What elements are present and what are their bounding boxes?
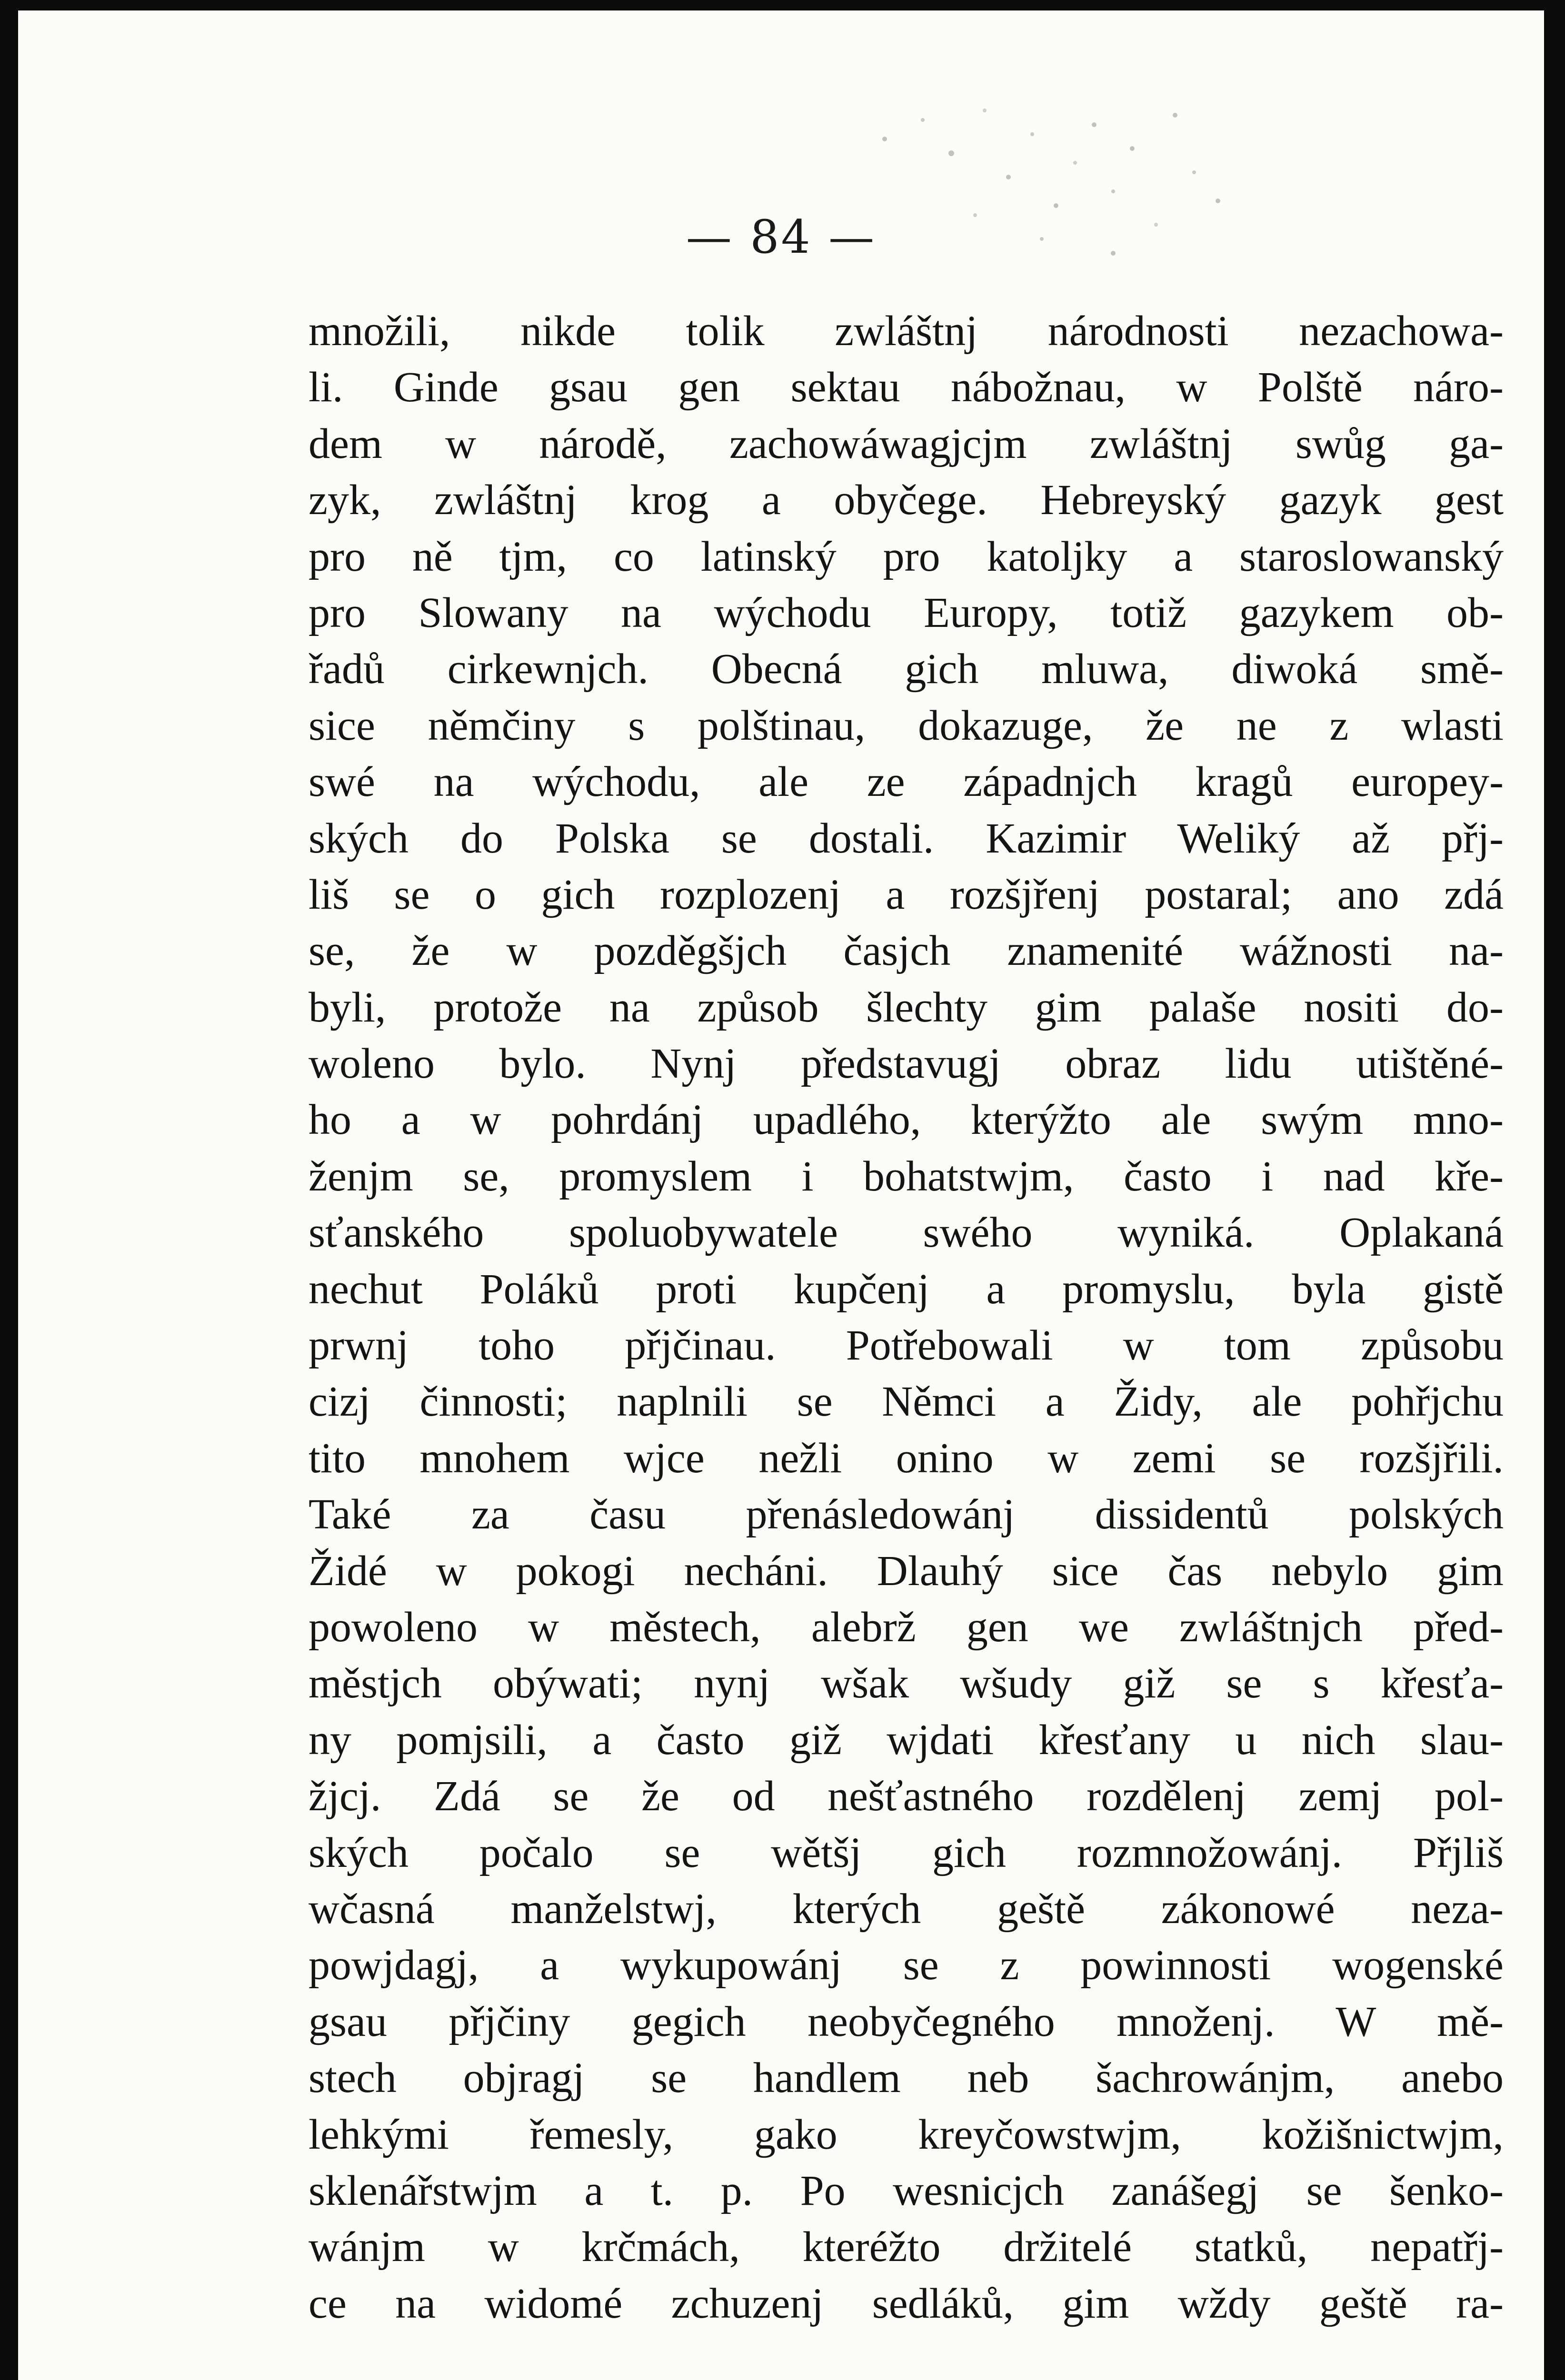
text-line: městjch obýwati; nynj wšak wšudy giž se s křesťa- bbox=[309, 1660, 1504, 1707]
text-line: ny pomjsili, a často giž wjdati křesťany u nich slau- bbox=[309, 1716, 1504, 1764]
text-line: ženjm se, promyslem i bohatstwjm, často i nad kře- bbox=[309, 1152, 1504, 1200]
text-line: prwnj toho přjčinau. Potřebowali w tom způsobu bbox=[309, 1322, 1504, 1369]
text-line: sťanského spoluobywatele swého wyniká. Oplakaná bbox=[309, 1209, 1504, 1257]
text-line: powjdagj, a wykupowánj se z powinnosti wogenské bbox=[309, 1942, 1504, 1989]
text-line: sice němčiny s polštinau, dokazuge, že ne z wlasti bbox=[309, 702, 1504, 749]
book-page bbox=[18, 10, 1544, 2380]
text-line: tito mnohem wjce nežli onino w zemi se rozšjřili. bbox=[309, 1434, 1504, 1482]
text-line: lehkými řemesly, gako kreyčowstwjm, kožišnictwjm, bbox=[309, 2111, 1504, 2158]
scan-speckle-decoration bbox=[827, 82, 1256, 296]
text-line: cizj činnosti; naplnili se Němci a Židy, ale pohřjchu bbox=[309, 1378, 1504, 1426]
page-number: — 84 — bbox=[686, 210, 877, 264]
text-line: pro Slowany na wýchodu Europy, totiž gazykem ob- bbox=[309, 589, 1504, 636]
text-line: gsau přjčiny gegich neobyčegného množenj. W mě- bbox=[309, 1998, 1504, 2045]
text-line: nechut Poláků proti kupčenj a promyslu, byla gistě bbox=[309, 1265, 1504, 1313]
text-line: se, že w pozděgšjch časjch znamenité wážnosti na- bbox=[309, 927, 1504, 975]
text-line: byli, protože na způsob šlechty gim palaše nositi do- bbox=[309, 983, 1504, 1031]
text-line: powoleno w městech, alebrž gen we zwláštnjch před- bbox=[309, 1603, 1504, 1651]
text-line: ských počalo se wětšj gich rozmnožowánj. Přjliš bbox=[309, 1829, 1504, 1876]
text-line: ce na widomé zchuzenj sedláků, gim wždy geště ra- bbox=[309, 2280, 1504, 2327]
text-line: pro ně tjm, co latinský pro katoljky a staroslowanský bbox=[309, 533, 1504, 580]
text-line: li. Ginde gsau gen sektau nábožnau, w Polště náro- bbox=[309, 364, 1504, 411]
text-line: stech objragj se handlem neb šachrowánjm, anebo bbox=[309, 2054, 1504, 2102]
text-line: swé na wýchodu, ale ze západnjch kragů europey- bbox=[309, 758, 1504, 806]
text-line: množili, nikde tolik zwláštnj národnosti nezachowa- bbox=[309, 307, 1504, 355]
text-line: wánjm w krčmách, kteréžto držitelé statků, nepatřj- bbox=[309, 2223, 1504, 2271]
text-line: liš se o gich rozplozenj a rozšjřenj postaral; ano zdá bbox=[309, 871, 1504, 918]
text-line: wčasná manželstwj, kterých geště zákonowé neza- bbox=[309, 1885, 1504, 1933]
text-line: ských do Polska se dostali. Kazimir Weliký až přj- bbox=[309, 814, 1504, 862]
text-line: woleno bylo. Nynj představugj obraz lidu utištěné- bbox=[309, 1040, 1504, 1088]
text-line: Také za času přenásledowánj dissidentů polských bbox=[309, 1491, 1504, 1538]
text-line: žjcj. Zdá se že od nešťastného rozdělenj zemj pol- bbox=[309, 1773, 1504, 1820]
text-line: Židé w pokogi necháni. Dlauhý sice čas nebylo gim bbox=[309, 1547, 1504, 1595]
text-line: zyk, zwláštnj krog a obyčege. Hebreyský gazyk gest bbox=[309, 476, 1504, 524]
text-line: ho a w pohrdánj upadlého, kterýžto ale swým mno- bbox=[309, 1096, 1504, 1144]
body-text bbox=[309, 303, 1504, 2332]
text-line: dem w národě, zachowáwagjcjm zwláštnj swůg ga- bbox=[309, 420, 1504, 467]
text-line: řadů cirkewnjch. Obecná gich mluwa, diwoká smě- bbox=[309, 645, 1504, 693]
text-line: sklenářstwjm a t. p. Po wesnicjch zanášegj se šenko- bbox=[309, 2167, 1504, 2214]
